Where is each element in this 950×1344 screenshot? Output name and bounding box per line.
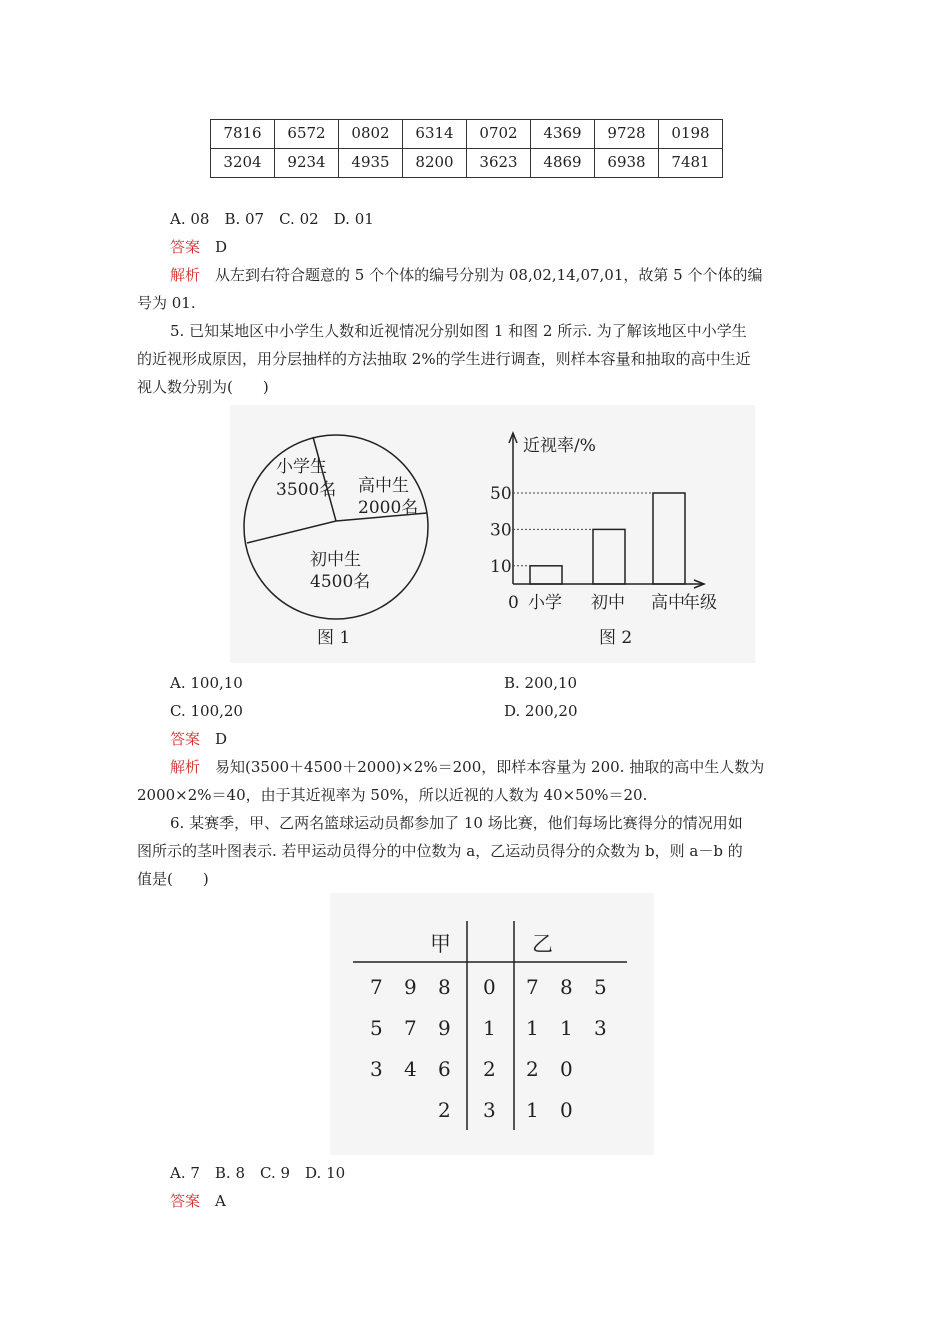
stem-value: 1 [483,1016,496,1040]
right-leaf: 2 [526,1057,539,1081]
table-row [211,149,723,178]
answer-value: D [215,730,228,748]
q4-analysis [170,265,762,285]
origin-label: 0 [508,593,519,613]
table-cell: 6314 [403,120,467,149]
category-label: 小学 [528,593,562,613]
pie-label: 小学生 [276,457,327,477]
pie-label: 2000名 [358,498,419,518]
table-cell: 8200 [403,149,467,178]
stem-value: 3 [483,1098,496,1122]
analysis-label: 解析 [170,758,201,776]
pie-label: 3500名 [276,480,337,500]
analysis-text: 号为 01. [137,294,196,312]
y-tick-label: 30 [490,520,512,541]
q5-figures [230,405,755,663]
random-number-table [210,119,723,178]
right-leaf: 5 [594,975,607,999]
right-leaf: 1 [526,1016,539,1040]
answer-value: D [215,238,228,256]
analysis-text: 从左到右符合题意的 5 个个体的编号分别为 08,02,14,07,01，故第 5 个个体的编 [215,266,763,284]
table-cell: 4935 [339,149,403,178]
right-leaf: 0 [560,1098,573,1122]
figure-caption: 图 1 [317,628,351,648]
q4-options: A. 08 B. 07 C. 02 D. 01 [170,210,374,228]
q5-stem: 视人数分别为( ) [137,378,269,396]
answer-label: 答案 [170,730,201,748]
analysis-text: 易知(3500＋4500＋2000)×2%＝200，即样本容量为 200. 抽取的高中生人数为 [215,758,765,776]
table-cell: 6572 [275,120,339,149]
table-cell: 3623 [467,149,531,178]
category-label: 高中 [651,593,685,613]
left-leaf: 8 [438,975,451,999]
left-leaf: 7 [370,975,383,999]
pie-label: 初中生 [310,550,361,570]
right-leaf: 0 [560,1057,573,1081]
stem-value: 0 [483,975,496,999]
q6-options: A. 7 B. 8 C. 9 D. 10 [170,1164,346,1182]
stem-leaf-plot [330,893,654,1155]
option-a: A. 100,10 [170,674,243,692]
q5-analysis [170,757,764,777]
x-axis-label: 年级 [683,593,717,613]
table-cell: 3204 [211,149,275,178]
right-leaf: 1 [560,1016,573,1040]
table-cell: 9234 [275,149,339,178]
table-row [211,120,723,149]
table-cell: 0198 [659,120,723,149]
table-cell: 4369 [531,120,595,149]
y-tick-label: 10 [490,556,512,577]
option-c: C. 100,20 [170,702,243,720]
left-leaf: 9 [438,1016,451,1040]
table-cell: 4869 [531,149,595,178]
left-leaf: 2 [438,1098,451,1122]
left-leaf: 5 [370,1016,383,1040]
left-title: 甲 [430,932,451,956]
analysis-label: 解析 [170,266,201,284]
y-tick-label: 50 [490,484,512,504]
q4-answer [170,237,227,257]
q6-stem: 6. 某赛季，甲、乙两名篮球运动员都参加了 10 场比赛，他们每场比赛得分的情况用如 [170,814,743,832]
q6-stem: 图所示的茎叶图表示. 若甲运动员得分的中位数为 a，乙运动员得分的众数为 b，则 a－b 的 [137,842,743,860]
q6-answer [170,1191,226,1211]
y-axis-label: 近视率/% [523,436,596,456]
stem-value: 2 [483,1057,496,1081]
q5-answer [170,729,227,749]
left-leaf: 6 [438,1057,451,1081]
left-leaf: 3 [370,1057,383,1081]
option-d: D. 200,20 [504,702,578,720]
right-leaf: 8 [560,975,573,999]
answer-label: 答案 [170,238,201,256]
pie-label: 4500名 [310,572,371,592]
left-leaf: 7 [404,1016,417,1040]
analysis-text: 2000×2%＝40，由于其近视率为 50%，所以近视的人数为 40×50%＝20. [137,786,648,804]
right-leaf: 3 [594,1016,607,1040]
table-cell: 6938 [595,149,659,178]
table-cell: 9728 [595,120,659,149]
answer-label: 答案 [170,1192,201,1210]
table-cell: 0802 [339,120,403,149]
table-cell: 0702 [467,120,531,149]
right-leaf: 1 [526,1098,539,1122]
q5-stem: 的近视形成原因，用分层抽样的方法抽取 2%的学生进行调查，则样本容量和抽取的高中生近 [137,350,751,368]
table-cell: 7481 [659,149,723,178]
option-b: B. 200,10 [504,674,578,692]
right-title: 乙 [532,932,553,956]
pie-label: 高中生 [358,476,409,496]
answer-value: A [215,1192,226,1210]
right-leaf: 7 [526,975,539,999]
q6-stem: 值是( ) [137,870,209,888]
left-leaf: 4 [404,1057,417,1081]
table-cell: 7816 [211,120,275,149]
category-label: 初中 [591,593,625,613]
left-leaf: 9 [404,975,417,999]
figure-caption: 图 2 [599,628,633,648]
q5-stem: 5. 已知某地区中小学生人数和近视情况分别如图 1 和图 2 所示. 为了解该地区中小学生 [170,322,747,340]
